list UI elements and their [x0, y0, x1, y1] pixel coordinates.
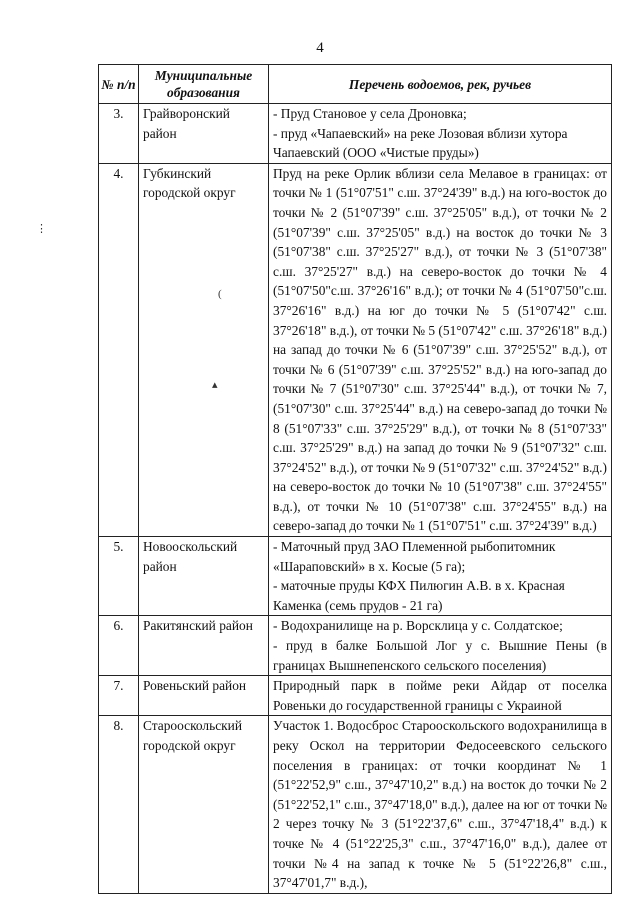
row-municipality: Старооскольский городской округ — [139, 716, 269, 893]
row-list — [269, 104, 612, 164]
row-municipality: Ровеньский район — [139, 676, 269, 716]
table-row — [99, 716, 612, 893]
row-municipality: Ракитянский район — [139, 616, 269, 676]
row-list — [269, 716, 612, 893]
scan-mark: ▴ — [212, 379, 218, 391]
scan-mark: ⋮ — [36, 223, 47, 235]
list-entry: - пруд «Чапаевский» на реке Лозовая вблизи хутора Чапаевский (ООО «Чистые пруды») — [273, 125, 568, 161]
list-entry: - маточные пруды КФХ Пилюгин А.В. в х. Красная Каменка (семь прудов - 21 га) — [273, 578, 565, 613]
table-row — [99, 676, 612, 716]
row-list — [269, 616, 612, 676]
list-entry: - Пруд Становое у села Дроновка; — [273, 106, 467, 121]
table-row — [99, 616, 612, 676]
page-number: 4 — [316, 40, 324, 56]
row-num: 8. — [99, 716, 139, 893]
row-num: 6. — [99, 616, 139, 676]
list-entry: Природный парк в пойме реки Айдар от поселка Ровеньки до государственной границы с Украиной — [273, 678, 607, 713]
scan-mark: ( — [218, 288, 222, 300]
row-municipality: Губкинский городской округ — [139, 163, 269, 536]
row-num: 4. — [99, 163, 139, 536]
row-num: 5. — [99, 537, 139, 616]
row-list — [269, 163, 612, 536]
list-entry: Пруд на реке Орлик вблизи села Мелавое в границах: от точки № 1 (51°07'51" с.ш. 37°24'39" в.д.) на юго-восток до точки № 2 (51°07'39" с.ш. 37°25'05" в.д.), от точки № 2 (51°07'39" с.ш. 37°25'05" в.д.) на восток до точки № 3 (51°07'38" с.ш. 37°25'27" в.д.), от точки № 3 (51°07'38" с.ш. 37°25'27" в.д.) на северо-восток до точки № 4 (51°07'50"с.ш. 37°26'16" в.д.); от точки № 4 (51°07'50"с.ш. 37°26'16" в.д.) на юг до точки № 5 (51°07'42" с.ш. 37°26'18" в.д.), от точки № 5 (51°07'42" с.ш. 37°26'18" в.д.) на запад до точки № 6 (51°07'39" с.ш. 37°25'52" в.д.), от точки № 6 (51°07'39" с.ш. 37°25'52" в.д.) на юго-запад до точки № 7 (51°07'30" с.ш. 37°25'44" в.д.), от точки № 7, (51°07'30" с.ш. 37°25'44" в.д.) на северо-запад до точки № 8 (51°07'33" с.ш. 37°25'29" в.д.), от точки № 8 (51°07'33" с.ш. 37°25'29" в.д.) на запад до точки № 9 (51°07'32" с.ш. 37°24'52" в.д.), от точки № 9 (51°07'32" с.ш. 37°24'52" в.д.) на северо-восток до точки № 10 (51°07'38" с.ш. 37°24'55" в.д.), от точки № 10 (51°07'38" с.ш. 37°24'55" в.д.) на северо-запад до точки № 1 (51°07'51" с.ш. 37°24'39" в.д.) — [273, 165, 607, 534]
row-municipality: Новооскольский район — [139, 537, 269, 616]
table-row — [99, 104, 612, 164]
row-num: 7. — [99, 676, 139, 716]
list-entry: Участок 1. Водосброс Старооскольского водохранилища в реку Оскол на территории Федосеевского сельского поселения в границах: от точки координат № 1 (51°22'52,9" с.ш., 37°47'10,2" в.д.) на восток до точки № 2 (51°22'52,1" с.ш., 37°47'18,0" в.д.), далее на юг от точки № 2 через точку № 3 (51°22'37,6" с.ш., 37°47'18,4" в.д.) к точке № 4 (51°22'25,3" с.ш., 37°47'16,0" в.д.), далее от точки №4 на запад к точке № 5 (51°22'26,8" с.ш., 37°47'01,7" в.д.), — [273, 718, 607, 891]
row-num: 3. — [99, 104, 139, 164]
list-entry: - Водохранилище на р. Ворсклица у с. Солдатское; — [273, 618, 563, 634]
list-entry: - пруд в балке Большой Лог у с. Вышние Пены (в границах Вышнепенского сельского поселения) — [273, 638, 607, 673]
table-row — [99, 537, 612, 616]
header-num: № п/п — [99, 65, 139, 104]
header-municipality: Муниципальные образования — [139, 65, 269, 104]
water-bodies-table — [98, 64, 612, 894]
row-list — [269, 676, 612, 716]
table-header-row — [99, 65, 612, 104]
list-entry: - Маточный пруд ЗАО Племенной рыбопитомник «Шараповский» в х. Косые (5 га); — [273, 539, 556, 574]
header-list: Перечень водоемов, рек, ручьев — [269, 65, 612, 104]
row-municipality: Грайворонский район — [139, 104, 269, 164]
row-list — [269, 537, 612, 616]
table-row — [99, 163, 612, 536]
